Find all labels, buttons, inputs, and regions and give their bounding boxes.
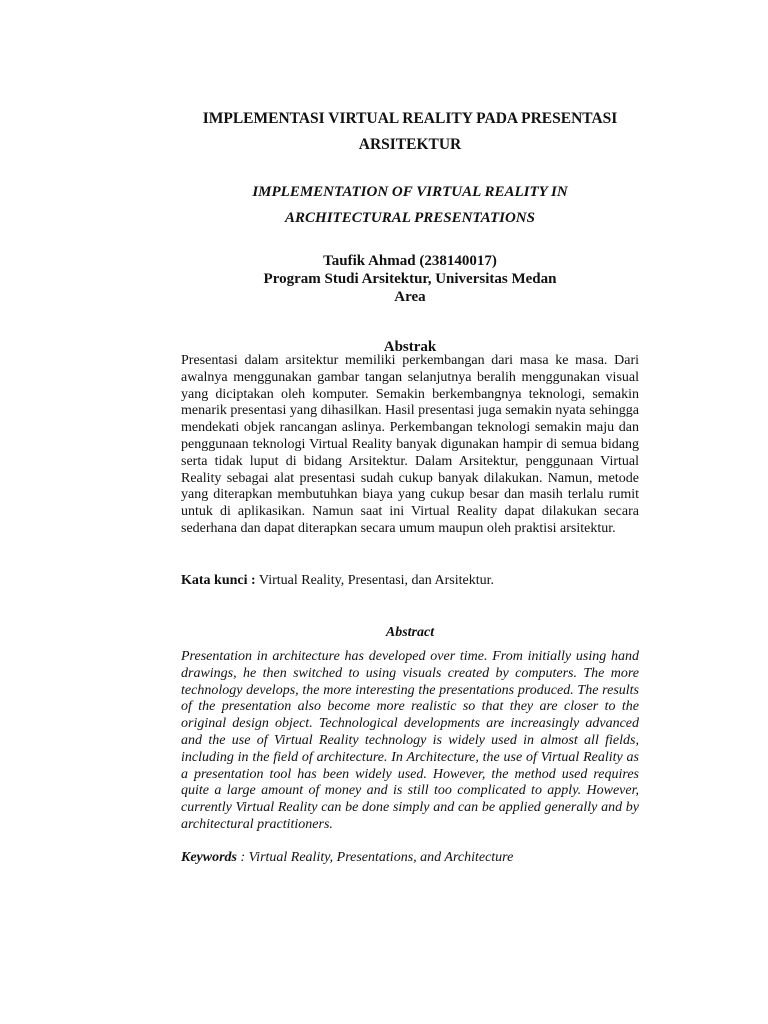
paper-title (150, 106, 670, 158)
author-affiliation-line-1: Program Studi Arsitektur, Universitas Medan (263, 271, 557, 287)
abstrak-keywords-label: Kata kunci : (181, 573, 256, 588)
paper-subtitle-line-2: ARCHITECTURAL PRESENTATIONS (285, 210, 535, 226)
abstrak-body: Presentasi dalam arsitektur memiliki perkembangan dari masa ke masa. Dari awalnya menggunakan gambar tangan selanjutnya beralih menggunakan visual yang diciptakan oleh komputer. Semakin berkembangnya teknologi, semakin menarik presentasi yang dihasilkan. Hasil presentasi juga semakin nyata sehingga mendekati objek rancangan aslinya. Perkembangan teknologi semakin maju dan penggunaan teknologi Virtual Reality banyak digunakan hampir di semua bidang serta tidak luput di bidang Arsitektur. Dalam Arsitektur, penggunaan Virtual Reality sebagai alat presentasi sudah cukup banyak dilakukan. Namun, metode yang diterapkan membutuhkan biaya yang cukup besar dan masih terlalu rumit untuk di aplikasikan. Namun saat ini Virtual Reality dapat dilakukan secara sederhana dan dapat diterapkan secara umum maupun oleh praktisi arsitektur. (181, 353, 639, 536)
abstrak-keywords-text: Virtual Reality, Presentasi, dan Arsitektur. (255, 573, 494, 588)
abstract-keywords (181, 849, 639, 866)
author-block (200, 252, 620, 306)
paper-title-line-2: ARSITEKTUR (358, 136, 462, 153)
author-affiliation-line-2: Area (394, 289, 426, 305)
abstract-keywords-label: Keywords (181, 850, 237, 865)
author-name: Taufik Ahmad (238140017) (323, 253, 497, 269)
paper-title-line-1: IMPLEMENTASI VIRTUAL REALITY PADA PRESENTASI (202, 110, 618, 127)
abstract-keywords-text: : Virtual Reality, Presentations, and Architecture (237, 850, 514, 865)
abstract-body: Presentation in architecture has developed over time. From initially using hand drawings, he then switched to using visuals created by computers. The more technology develops, the more interesting the presentations produced. The results of the presentation also become more realistic so that they are closer to the original design object. Technological developments are increasingly advanced and the use of Virtual Reality technology is widely used in almost all fields, including in the field of architecture. In Architecture, the use of Virtual Reality as a presentation tool has been widely used. However, the method used requires quite a large amount of money and is still too complicated to apply. However, currently Virtual Reality can be done simply and can be applied generally and by architectural practitioners. (181, 649, 639, 832)
abstract-heading: Abstract (385, 625, 435, 640)
abstrak-heading: Abstrak (383, 339, 437, 355)
abstrak-keywords (181, 572, 639, 589)
paper-subtitle-line-1: IMPLEMENTATION OF VIRTUAL REALITY IN (252, 184, 568, 200)
paper-subtitle (150, 179, 670, 231)
